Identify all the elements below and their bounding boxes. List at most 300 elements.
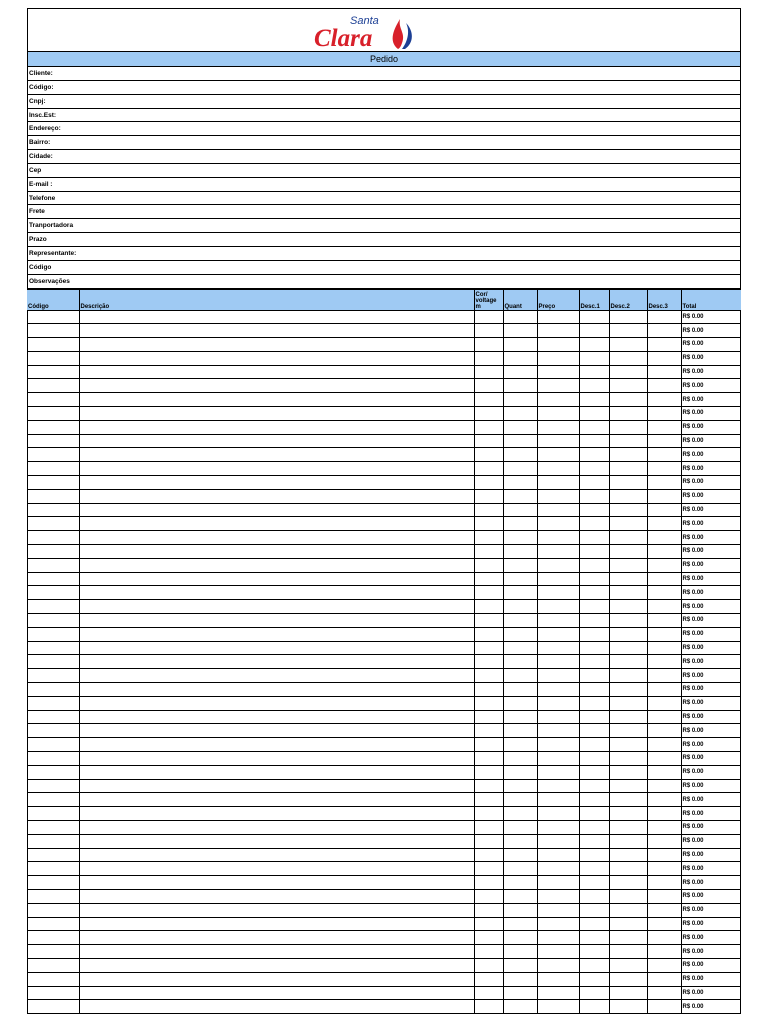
table-cell[interactable] xyxy=(79,517,474,531)
table-cell[interactable] xyxy=(474,834,503,848)
table-cell[interactable] xyxy=(474,365,503,379)
table-cell[interactable] xyxy=(79,586,474,600)
table-cell[interactable] xyxy=(537,972,579,986)
table-cell[interactable] xyxy=(474,945,503,959)
table-cell[interactable] xyxy=(579,489,609,503)
table-cell[interactable] xyxy=(647,752,681,766)
table-cell[interactable] xyxy=(609,972,647,986)
table-cell[interactable] xyxy=(647,517,681,531)
field-row[interactable]: Representante: xyxy=(28,247,740,261)
table-cell[interactable] xyxy=(609,683,647,697)
table-cell[interactable] xyxy=(579,931,609,945)
table-cell[interactable] xyxy=(537,365,579,379)
table-cell[interactable] xyxy=(27,724,79,738)
table-cell[interactable] xyxy=(503,683,537,697)
table-cell[interactable] xyxy=(579,945,609,959)
table-cell[interactable] xyxy=(647,655,681,669)
table-cell[interactable] xyxy=(503,379,537,393)
table-cell[interactable] xyxy=(579,572,609,586)
table-cell[interactable] xyxy=(537,310,579,324)
table-cell[interactable] xyxy=(609,738,647,752)
table-cell[interactable] xyxy=(503,531,537,545)
table-cell[interactable] xyxy=(474,489,503,503)
table-cell[interactable] xyxy=(609,503,647,517)
table-cell[interactable] xyxy=(609,448,647,462)
table-cell[interactable] xyxy=(474,820,503,834)
table-cell[interactable] xyxy=(609,558,647,572)
table-cell[interactable] xyxy=(647,820,681,834)
table-cell[interactable] xyxy=(503,738,537,752)
table-cell[interactable] xyxy=(647,393,681,407)
table-cell[interactable] xyxy=(537,834,579,848)
table-cell[interactable] xyxy=(27,627,79,641)
table-cell[interactable] xyxy=(27,503,79,517)
table-cell[interactable] xyxy=(537,655,579,669)
field-row[interactable]: Bairro: xyxy=(28,136,740,150)
table-cell[interactable] xyxy=(79,503,474,517)
table-cell[interactable] xyxy=(79,724,474,738)
table-cell[interactable] xyxy=(27,393,79,407)
table-cell[interactable] xyxy=(609,958,647,972)
table-cell[interactable] xyxy=(609,365,647,379)
table-cell[interactable] xyxy=(503,545,537,559)
table-cell[interactable] xyxy=(647,807,681,821)
table-cell[interactable] xyxy=(609,627,647,641)
table-cell[interactable] xyxy=(474,793,503,807)
table-cell[interactable] xyxy=(537,517,579,531)
table-cell[interactable] xyxy=(474,696,503,710)
table-cell[interactable] xyxy=(647,876,681,890)
table-cell[interactable] xyxy=(474,545,503,559)
table-cell[interactable] xyxy=(609,434,647,448)
table-cell[interactable] xyxy=(647,489,681,503)
table-cell[interactable] xyxy=(27,545,79,559)
table-cell[interactable] xyxy=(474,889,503,903)
table-cell[interactable] xyxy=(474,448,503,462)
table-cell[interactable] xyxy=(474,338,503,352)
table-cell[interactable] xyxy=(474,1000,503,1013)
table-cell[interactable] xyxy=(579,724,609,738)
table-cell[interactable] xyxy=(609,531,647,545)
table-cell[interactable] xyxy=(579,324,609,338)
table-cell[interactable] xyxy=(579,627,609,641)
table-cell[interactable] xyxy=(537,586,579,600)
table-cell[interactable] xyxy=(503,710,537,724)
table-cell[interactable] xyxy=(503,724,537,738)
table-cell[interactable] xyxy=(579,820,609,834)
table-cell[interactable] xyxy=(579,558,609,572)
table-cell[interactable] xyxy=(27,655,79,669)
table-cell[interactable] xyxy=(27,434,79,448)
table-cell[interactable] xyxy=(647,545,681,559)
table-cell[interactable] xyxy=(537,600,579,614)
field-row[interactable]: Telefone xyxy=(28,192,740,206)
field-row[interactable]: Cep xyxy=(28,164,740,178)
table-cell[interactable] xyxy=(27,696,79,710)
table-cell[interactable] xyxy=(609,600,647,614)
table-cell[interactable] xyxy=(579,917,609,931)
table-cell[interactable] xyxy=(579,379,609,393)
table-cell[interactable] xyxy=(537,558,579,572)
table-cell[interactable] xyxy=(609,820,647,834)
table-cell[interactable] xyxy=(79,641,474,655)
table-cell[interactable] xyxy=(647,586,681,600)
table-cell[interactable] xyxy=(609,586,647,600)
table-cell[interactable] xyxy=(537,931,579,945)
table-cell[interactable] xyxy=(579,476,609,490)
table-cell[interactable] xyxy=(537,614,579,628)
table-cell[interactable] xyxy=(474,324,503,338)
table-cell[interactable] xyxy=(474,420,503,434)
table-cell[interactable] xyxy=(609,641,647,655)
table-cell[interactable] xyxy=(647,614,681,628)
table-cell[interactable] xyxy=(647,779,681,793)
table-cell[interactable] xyxy=(503,600,537,614)
table-cell[interactable] xyxy=(503,503,537,517)
table-cell[interactable] xyxy=(27,462,79,476)
table-cell[interactable] xyxy=(579,779,609,793)
table-cell[interactable] xyxy=(609,807,647,821)
table-cell[interactable] xyxy=(27,1000,79,1013)
table-cell[interactable] xyxy=(27,310,79,324)
table-cell[interactable] xyxy=(579,517,609,531)
table-cell[interactable] xyxy=(27,572,79,586)
table-cell[interactable] xyxy=(503,793,537,807)
table-cell[interactable] xyxy=(647,972,681,986)
table-cell[interactable] xyxy=(503,338,537,352)
table-cell[interactable] xyxy=(609,1000,647,1013)
table-cell[interactable] xyxy=(503,558,537,572)
table-cell[interactable] xyxy=(79,558,474,572)
table-cell[interactable] xyxy=(27,683,79,697)
table-cell[interactable] xyxy=(647,351,681,365)
table-cell[interactable] xyxy=(474,310,503,324)
field-row[interactable]: Prazo xyxy=(28,233,740,247)
table-cell[interactable] xyxy=(27,752,79,766)
table-cell[interactable] xyxy=(647,765,681,779)
table-cell[interactable] xyxy=(537,407,579,421)
table-cell[interactable] xyxy=(503,641,537,655)
table-cell[interactable] xyxy=(579,669,609,683)
field-row[interactable]: Frete xyxy=(28,205,740,219)
table-cell[interactable] xyxy=(609,655,647,669)
table-cell[interactable] xyxy=(609,779,647,793)
table-cell[interactable] xyxy=(537,545,579,559)
table-cell[interactable] xyxy=(79,696,474,710)
table-cell[interactable] xyxy=(79,986,474,1000)
table-cell[interactable] xyxy=(609,338,647,352)
table-cell[interactable] xyxy=(27,407,79,421)
table-cell[interactable] xyxy=(537,793,579,807)
table-cell[interactable] xyxy=(609,351,647,365)
table-cell[interactable] xyxy=(79,945,474,959)
table-cell[interactable] xyxy=(579,683,609,697)
table-cell[interactable] xyxy=(474,476,503,490)
table-cell[interactable] xyxy=(474,558,503,572)
table-cell[interactable] xyxy=(579,420,609,434)
table-cell[interactable] xyxy=(609,710,647,724)
table-cell[interactable] xyxy=(579,876,609,890)
table-cell[interactable] xyxy=(27,903,79,917)
table-cell[interactable] xyxy=(79,448,474,462)
table-cell[interactable] xyxy=(27,614,79,628)
table-cell[interactable] xyxy=(537,572,579,586)
table-cell[interactable] xyxy=(474,958,503,972)
table-cell[interactable] xyxy=(647,641,681,655)
table-cell[interactable] xyxy=(647,558,681,572)
table-cell[interactable] xyxy=(537,1000,579,1013)
table-cell[interactable] xyxy=(503,586,537,600)
table-cell[interactable] xyxy=(79,917,474,931)
table-cell[interactable] xyxy=(27,986,79,1000)
table-cell[interactable] xyxy=(79,407,474,421)
table-cell[interactable] xyxy=(503,310,537,324)
table-cell[interactable] xyxy=(79,931,474,945)
table-cell[interactable] xyxy=(609,407,647,421)
table-cell[interactable] xyxy=(27,958,79,972)
table-cell[interactable] xyxy=(609,765,647,779)
table-cell[interactable] xyxy=(579,696,609,710)
table-cell[interactable] xyxy=(579,351,609,365)
field-row[interactable]: Cidade: xyxy=(28,150,740,164)
table-cell[interactable] xyxy=(609,379,647,393)
table-cell[interactable] xyxy=(474,683,503,697)
table-cell[interactable] xyxy=(609,545,647,559)
table-cell[interactable] xyxy=(503,945,537,959)
table-cell[interactable] xyxy=(503,614,537,628)
table-cell[interactable] xyxy=(474,848,503,862)
table-cell[interactable] xyxy=(79,820,474,834)
table-cell[interactable] xyxy=(79,531,474,545)
table-cell[interactable] xyxy=(474,765,503,779)
table-cell[interactable] xyxy=(537,738,579,752)
table-cell[interactable] xyxy=(647,931,681,945)
table-cell[interactable] xyxy=(474,531,503,545)
table-cell[interactable] xyxy=(503,876,537,890)
table-cell[interactable] xyxy=(503,862,537,876)
table-cell[interactable] xyxy=(579,765,609,779)
table-cell[interactable] xyxy=(537,807,579,821)
table-cell[interactable] xyxy=(79,379,474,393)
table-cell[interactable] xyxy=(609,669,647,683)
table-cell[interactable] xyxy=(537,848,579,862)
table-cell[interactable] xyxy=(537,531,579,545)
table-cell[interactable] xyxy=(579,903,609,917)
table-cell[interactable] xyxy=(579,972,609,986)
table-cell[interactable] xyxy=(579,434,609,448)
table-cell[interactable] xyxy=(503,765,537,779)
table-cell[interactable] xyxy=(609,614,647,628)
table-cell[interactable] xyxy=(27,945,79,959)
table-cell[interactable] xyxy=(79,434,474,448)
field-row[interactable]: Observações xyxy=(28,275,740,289)
table-cell[interactable] xyxy=(474,876,503,890)
table-cell[interactable] xyxy=(647,434,681,448)
table-cell[interactable] xyxy=(647,738,681,752)
table-cell[interactable] xyxy=(537,393,579,407)
table-cell[interactable] xyxy=(579,889,609,903)
table-cell[interactable] xyxy=(609,393,647,407)
table-cell[interactable] xyxy=(27,351,79,365)
table-cell[interactable] xyxy=(647,476,681,490)
table-cell[interactable] xyxy=(537,683,579,697)
table-cell[interactable] xyxy=(503,434,537,448)
table-cell[interactable] xyxy=(27,765,79,779)
table-cell[interactable] xyxy=(647,834,681,848)
table-cell[interactable] xyxy=(537,641,579,655)
field-row[interactable]: E-mail : xyxy=(28,178,740,192)
table-cell[interactable] xyxy=(579,848,609,862)
table-cell[interactable] xyxy=(27,476,79,490)
table-cell[interactable] xyxy=(537,820,579,834)
table-cell[interactable] xyxy=(503,324,537,338)
table-cell[interactable] xyxy=(579,641,609,655)
table-cell[interactable] xyxy=(79,738,474,752)
table-cell[interactable] xyxy=(79,710,474,724)
table-cell[interactable] xyxy=(79,351,474,365)
table-cell[interactable] xyxy=(609,420,647,434)
table-cell[interactable] xyxy=(27,420,79,434)
table-cell[interactable] xyxy=(609,462,647,476)
table-cell[interactable] xyxy=(27,379,79,393)
table-cell[interactable] xyxy=(474,407,503,421)
table-cell[interactable] xyxy=(537,489,579,503)
table-cell[interactable] xyxy=(27,807,79,821)
table-cell[interactable] xyxy=(79,793,474,807)
table-cell[interactable] xyxy=(79,655,474,669)
table-cell[interactable] xyxy=(27,324,79,338)
table-cell[interactable] xyxy=(503,462,537,476)
table-cell[interactable] xyxy=(79,779,474,793)
table-cell[interactable] xyxy=(503,655,537,669)
field-row[interactable]: Cnpj: xyxy=(28,95,740,109)
table-cell[interactable] xyxy=(503,986,537,1000)
table-cell[interactable] xyxy=(579,338,609,352)
table-cell[interactable] xyxy=(27,834,79,848)
table-cell[interactable] xyxy=(474,600,503,614)
table-cell[interactable] xyxy=(503,627,537,641)
table-cell[interactable] xyxy=(579,655,609,669)
table-cell[interactable] xyxy=(474,586,503,600)
table-cell[interactable] xyxy=(609,862,647,876)
table-cell[interactable] xyxy=(609,696,647,710)
table-cell[interactable] xyxy=(27,641,79,655)
table-cell[interactable] xyxy=(474,641,503,655)
table-cell[interactable] xyxy=(579,310,609,324)
table-cell[interactable] xyxy=(579,986,609,1000)
table-cell[interactable] xyxy=(79,324,474,338)
table-cell[interactable] xyxy=(579,834,609,848)
table-cell[interactable] xyxy=(503,669,537,683)
field-row[interactable]: Insc.Est: xyxy=(28,109,740,123)
table-cell[interactable] xyxy=(647,407,681,421)
table-cell[interactable] xyxy=(647,669,681,683)
table-cell[interactable] xyxy=(609,793,647,807)
table-cell[interactable] xyxy=(647,862,681,876)
table-cell[interactable] xyxy=(503,958,537,972)
table-cell[interactable] xyxy=(474,351,503,365)
table-cell[interactable] xyxy=(609,724,647,738)
table-cell[interactable] xyxy=(537,462,579,476)
table-cell[interactable] xyxy=(474,986,503,1000)
table-cell[interactable] xyxy=(579,586,609,600)
table-cell[interactable] xyxy=(79,903,474,917)
table-cell[interactable] xyxy=(79,489,474,503)
table-cell[interactable] xyxy=(503,572,537,586)
table-cell[interactable] xyxy=(579,448,609,462)
table-cell[interactable] xyxy=(27,779,79,793)
table-cell[interactable] xyxy=(609,876,647,890)
field-row[interactable]: Código xyxy=(28,261,740,275)
table-cell[interactable] xyxy=(579,545,609,559)
table-cell[interactable] xyxy=(503,889,537,903)
table-cell[interactable] xyxy=(647,448,681,462)
table-cell[interactable] xyxy=(474,462,503,476)
table-cell[interactable] xyxy=(474,379,503,393)
table-cell[interactable] xyxy=(647,986,681,1000)
table-cell[interactable] xyxy=(537,862,579,876)
table-cell[interactable] xyxy=(537,338,579,352)
table-cell[interactable] xyxy=(647,365,681,379)
table-cell[interactable] xyxy=(79,420,474,434)
table-cell[interactable] xyxy=(537,710,579,724)
table-cell[interactable] xyxy=(537,986,579,1000)
table-cell[interactable] xyxy=(647,627,681,641)
table-cell[interactable] xyxy=(609,903,647,917)
table-cell[interactable] xyxy=(647,1000,681,1013)
table-cell[interactable] xyxy=(609,476,647,490)
table-cell[interactable] xyxy=(79,600,474,614)
table-cell[interactable] xyxy=(474,572,503,586)
table-cell[interactable] xyxy=(503,365,537,379)
table-cell[interactable] xyxy=(474,434,503,448)
table-cell[interactable] xyxy=(609,572,647,586)
table-cell[interactable] xyxy=(474,614,503,628)
table-cell[interactable] xyxy=(609,848,647,862)
table-cell[interactable] xyxy=(503,448,537,462)
table-cell[interactable] xyxy=(609,917,647,931)
table-cell[interactable] xyxy=(579,807,609,821)
table-cell[interactable] xyxy=(537,324,579,338)
table-cell[interactable] xyxy=(79,958,474,972)
table-cell[interactable] xyxy=(79,572,474,586)
table-cell[interactable] xyxy=(537,917,579,931)
table-cell[interactable] xyxy=(79,752,474,766)
table-cell[interactable] xyxy=(579,531,609,545)
table-cell[interactable] xyxy=(647,889,681,903)
table-cell[interactable] xyxy=(474,903,503,917)
table-cell[interactable] xyxy=(474,807,503,821)
table-cell[interactable] xyxy=(579,1000,609,1013)
table-cell[interactable] xyxy=(79,889,474,903)
table-cell[interactable] xyxy=(474,627,503,641)
table-cell[interactable] xyxy=(27,558,79,572)
table-cell[interactable] xyxy=(537,351,579,365)
table-cell[interactable] xyxy=(647,338,681,352)
table-cell[interactable] xyxy=(503,834,537,848)
table-cell[interactable] xyxy=(79,834,474,848)
table-cell[interactable] xyxy=(579,738,609,752)
table-cell[interactable] xyxy=(537,379,579,393)
table-cell[interactable] xyxy=(537,503,579,517)
table-cell[interactable] xyxy=(474,738,503,752)
table-cell[interactable] xyxy=(27,738,79,752)
table-cell[interactable] xyxy=(647,903,681,917)
table-cell[interactable] xyxy=(503,517,537,531)
table-cell[interactable] xyxy=(79,476,474,490)
table-cell[interactable] xyxy=(27,448,79,462)
table-cell[interactable] xyxy=(503,820,537,834)
